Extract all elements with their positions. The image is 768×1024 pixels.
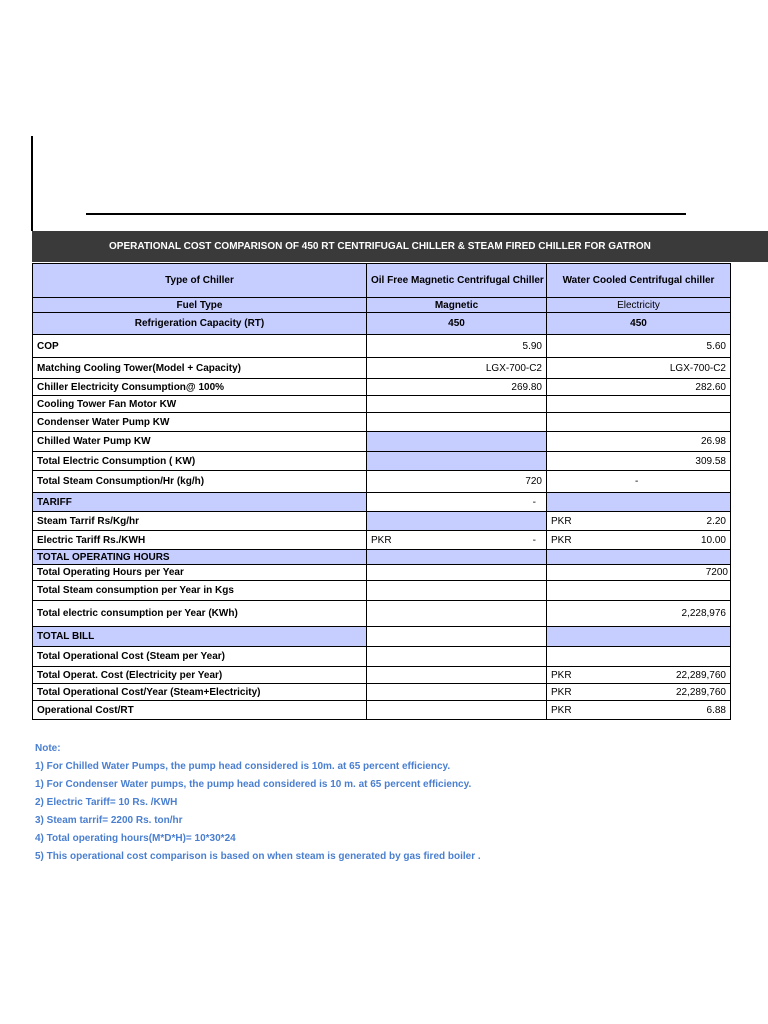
currency: PKR (551, 686, 572, 698)
table-row (33, 581, 731, 601)
row-label: Total Operational Cost (Steam per Year) (33, 647, 367, 667)
table-row (33, 531, 731, 550)
row-label: Matching Cooling Tower(Model + Capacity) (33, 358, 367, 379)
value: 2.20 (706, 515, 726, 527)
cell (367, 432, 547, 452)
col2-header: Water Cooled Centrifugal chiller (547, 264, 731, 298)
table-row (33, 379, 731, 396)
cell (547, 701, 731, 720)
row-label: Steam Tarrif Rs/Kg/hr (33, 512, 367, 531)
table-row (33, 512, 731, 531)
table-row (33, 647, 731, 667)
row-label: Chilled Water Pump KW (33, 432, 367, 452)
cell (367, 684, 547, 701)
cell (367, 396, 547, 413)
cell (367, 601, 547, 627)
fuel-label: Fuel Type (33, 298, 367, 313)
table-row (33, 264, 731, 298)
table-row (33, 471, 731, 493)
row-label: Cooling Tower Fan Motor KW (33, 396, 367, 413)
cell (367, 565, 547, 581)
row-label: Total Steam Consumption/Hr (kg/h) (33, 471, 367, 493)
currency: PKR (551, 515, 572, 527)
cell (547, 413, 731, 432)
table-row (33, 313, 731, 335)
cell (367, 531, 547, 550)
cell (547, 550, 731, 565)
cell (547, 647, 731, 667)
table-row (33, 550, 731, 565)
cell (367, 512, 547, 531)
cell (547, 512, 731, 531)
table-row (33, 413, 731, 432)
row-label: COP (33, 335, 367, 358)
note-line: 3) Steam tarrif= 2200 Rs. ton/hr (35, 815, 183, 826)
table-row (33, 601, 731, 627)
currency: PKR (551, 534, 572, 546)
table-row (33, 432, 731, 452)
cell: 269.80 (367, 379, 547, 396)
value: 6.88 (706, 704, 726, 716)
cell (367, 701, 547, 720)
value: 22,289,760 (675, 686, 726, 698)
row-label: Chiller Electricity Consumption@ 100% (33, 379, 367, 396)
table-row (33, 565, 731, 581)
cell (547, 627, 731, 647)
cell (547, 667, 731, 684)
row-label: Total Operating Hours per Year (33, 565, 367, 581)
cell (367, 627, 547, 647)
currency: PKR (551, 669, 572, 681)
table-row (33, 335, 731, 358)
cell: 720 (367, 471, 547, 493)
comparison-table (32, 263, 731, 720)
cell (367, 581, 547, 601)
cell (367, 550, 547, 565)
note-line: Note: (35, 743, 61, 754)
row-label: Condenser Water Pump KW (33, 413, 367, 432)
table-row (33, 396, 731, 413)
row-label: Total Electric Consumption ( KW) (33, 452, 367, 471)
fuel-col1: Magnetic (367, 298, 547, 313)
table-row (33, 452, 731, 471)
cell (367, 667, 547, 684)
value: 22,289,760 (675, 669, 726, 681)
row-label: Electric Tariff Rs./KWH (33, 531, 367, 550)
cell (547, 396, 731, 413)
cell: 26.98 (547, 432, 731, 452)
cell: 5.90 (367, 335, 547, 358)
row-label: Total Operat. Cost (Electricity per Year) (33, 667, 367, 684)
note-line: 1) For Condenser Water pumps, the pump head considered is 10 m. at 65 percent efficiency. (35, 779, 472, 790)
signature-line (86, 213, 686, 215)
table-row (33, 358, 731, 379)
capacity-col1: 450 (367, 313, 547, 335)
type-label: Type of Chiller (33, 264, 367, 298)
capacity-col2: 450 (547, 313, 731, 335)
value: - (532, 534, 536, 546)
cell: - (367, 493, 547, 512)
row-label: Total Steam consumption per Year in Kgs (33, 581, 367, 601)
cell (547, 531, 731, 550)
cell: - (547, 471, 731, 493)
note-line: 2) Electric Tariff= 10 Rs. /KWH (35, 797, 178, 808)
title-banner: OPERATIONAL COST COMPARISON OF 450 RT CENTRIFUGAL CHILLER & STEAM FIRED CHILLER FOR GATRON (32, 231, 768, 262)
currency: PKR (371, 534, 392, 546)
section-label: TOTAL BILL (33, 627, 367, 647)
capacity-label: Refrigeration Capacity (RT) (33, 313, 367, 335)
cell: 282.60 (547, 379, 731, 396)
note-line: 1) For Chilled Water Pumps, the pump head considered is 10m. at 65 percent efficiency. (35, 761, 451, 772)
row-label: Operational Cost/RT (33, 701, 367, 720)
table-row (33, 667, 731, 684)
col1-header: Oil Free Magnetic Centrifugal Chiller (367, 264, 547, 298)
cell: 2,228,976 (547, 601, 731, 627)
cell: 309.58 (547, 452, 731, 471)
table-row (33, 627, 731, 647)
cell (547, 493, 731, 512)
cell (367, 452, 547, 471)
row-label: Total electric consumption per Year (KWh) (33, 601, 367, 627)
table-row (33, 493, 731, 512)
note-line: 5) This operational cost comparison is based on when steam is generated by gas fired boiler . (35, 851, 481, 862)
cell: 7200 (547, 565, 731, 581)
table-row (33, 701, 731, 720)
value: 10.00 (700, 534, 726, 546)
cell: 5.60 (547, 335, 731, 358)
cell: LGX-700-C2 (367, 358, 547, 379)
section-label: TARIFF (33, 493, 367, 512)
cell (547, 581, 731, 601)
cell: LGX-700-C2 (547, 358, 731, 379)
table-row (33, 298, 731, 313)
currency: PKR (551, 704, 572, 716)
note-line: 4) Total operating hours(M*D*H)= 10*30*24 (35, 833, 236, 844)
fuel-col2: Electricity (547, 298, 731, 313)
notes-section (35, 740, 735, 866)
cell (367, 647, 547, 667)
left-border-line (31, 136, 33, 231)
cell (367, 413, 547, 432)
cell (547, 684, 731, 701)
section-label: TOTAL OPERATING HOURS (33, 550, 367, 565)
table-row (33, 684, 731, 701)
row-label: Total Operational Cost/Year (Steam+Electricity) (33, 684, 367, 701)
